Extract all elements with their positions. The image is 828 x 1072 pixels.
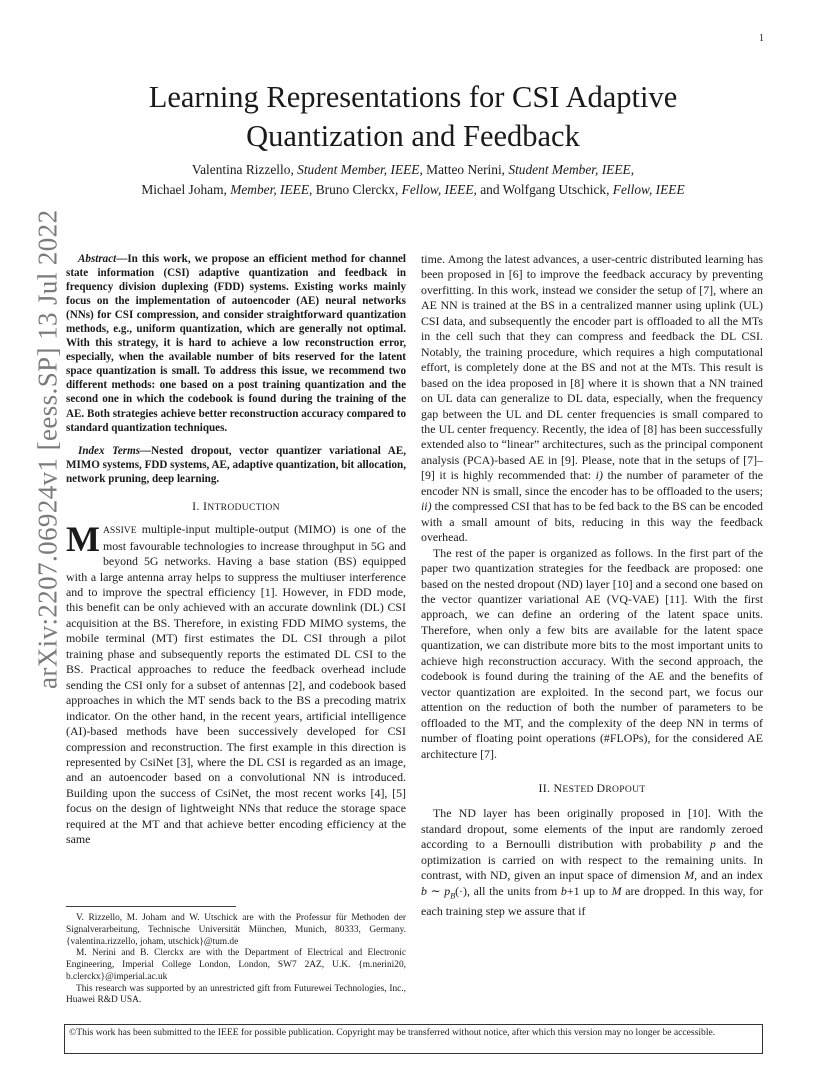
page-number: 1 xyxy=(759,33,764,44)
left-column xyxy=(66,252,406,848)
math-symbol: M xyxy=(611,883,622,898)
index-terms-text: —Nested dropout, vector quantizer variational AE, MIMO systems, FDD systems, AE, adaptive quantization, bit allocation, network pruning, deep learning. xyxy=(66,444,406,485)
nested-dropout-paragraph xyxy=(421,806,763,919)
authors-line-1 xyxy=(62,160,764,180)
footnote-affiliation-1: V. Rizzello, M. Joham and W. Utschick are with the Professur für Methoden der Signalverarbeitung, Technische Universität München, Munich, 80333, Germany. {valentina.rizzello, joham, utschick}@tum.de xyxy=(66,913,406,947)
paragraph-text: time. Among the latest advances, a user-centric distributed learning has been proposed in [6] to improve the feedback accuracy by preventing overfitting. In this work, instead we consider the setup of [7], where an AE NN is trained at the BS in a centralized manner using uplink (UL) CSI data, and subsequently the encoder part is offloaded to all the MTs in the cell such that they can compress and feedback the DL CSI. Notably, the training procedure, which requires a high computational effort, is completely done at the BS and not at the MTs. This result is based on the idea proposed in [8] where it is shown that a NN trained on UL data can generalize to DL data, especially, when the frequency gap between the UL and DL center frequencies is small compared to the UL center frequency. Recently, the idea of [8] has been successfully extended also to “linear” architectures, such as the principal component analysis (PCA)-based AE in [9]. Please, note that in the setups of [7]–[9] it is highly recommended that: xyxy=(421,252,763,483)
author-name: , Matteo Nerini, xyxy=(419,162,509,177)
section-title-rest: ROPOUT xyxy=(605,783,646,795)
section-title-rest: ESTED xyxy=(562,783,597,795)
section-number: II. xyxy=(538,780,554,795)
intro-text: multiple-input multiple-output (MIMO) is one of the most favourable technologies to increase throughput in 5G and beyond 5G networks. Having a base station (BS) equipped with a large antenna array helps to suppress the multiuser interference and to improve the spectral efficiency [1]. However, in FDD mode, this benefit can be only achieved with an accurate downlink (DL) CSI acquisition at the BS. Therefore, in existing FDD MIMO systems, the mobile terminal (MT) first estimates the DL CSI through a pilot training phase and subsequently reports the estimated DL CSI to the BS. Practical approaches to reduce the feedback overhead include sending the CSI only for a subset of antennas [2], and codebook based approaches in which the MT sends back to the BS a precoding matrix indicator. On the other hand, in the recent years, artificial intelligence (AI)-based methods have been successively developed for CSI compression and reconstruction. The first example in this direction is represented by CsiNet [3], where the DL CSI is regarded as an image, and an autoencoder based on a convolutional NN is introduced. Building upon the success of CsiNet, the most recent works [4], [5] focus on the design of lightweight NNs that reduce the storage space required at the MT and that achieve better encoding efficiency at the same xyxy=(66,522,406,847)
section-initial: I xyxy=(202,498,208,513)
drop-cap: M xyxy=(66,519,100,560)
paragraph-text: are dropped. In this way, for each training step we assure that if xyxy=(421,883,763,918)
list-marker: i) xyxy=(595,468,603,483)
paragraph-text: The ND layer has been originally proposed in [10]. With the standard dropout, some elements of the input are randomly zeroed according to a Bernoulli distribution with probability xyxy=(421,806,763,852)
right-column xyxy=(421,252,763,919)
footnote-rule xyxy=(66,906,236,907)
author-separator: , xyxy=(630,162,635,177)
right-paragraph-2: The rest of the paper is organized as follows. In the first part of the paper two quantization strategies for the feedback are proposed: one based on the nested dropout (ND) layer [10] and a second one based on the vector quantizer variational AE (VQ-VAE) [11]. With the first approach, we can define an ordering of the latent space units. Therefore, when only a few bits are available for the latent space quantization, we can distribute more bits to the most important units to achieve high reconstruction accuracy. With the second approach, the codebook is found during the training of the AE and the benefits of vector quantization are exploited. In the second part, we focus our attention on the reduction of both the number of parameters to be offloaded to the MT, and the complexity of the deep NN in terms of number of floating point operations (#FLOPs), for the considered AE architecture [7]. xyxy=(421,545,763,761)
section-number: I. xyxy=(192,498,203,513)
section-heading-introduction xyxy=(66,499,406,515)
copyright-notice: ©This work has been submitted to the IEEE for possible publication. Copyright may be transferred without notice, after which this version may no longer be accessible. xyxy=(64,1024,763,1054)
author-membership: Student Member, IEEE xyxy=(297,162,420,177)
author-membership: Fellow, IEEE xyxy=(401,182,474,197)
paper-title xyxy=(62,78,764,156)
section-initial: N xyxy=(553,780,563,795)
author-name: , and Wolfgang Utschick, xyxy=(473,182,613,197)
index-terms-label: Index Terms xyxy=(78,444,141,457)
author-name: Michael Joham, xyxy=(141,182,231,197)
author-membership: Fellow, IEEE xyxy=(612,182,685,197)
section-heading-nested-dropout xyxy=(421,781,763,797)
footnote-affiliation-2: M. Nerini and B. Clerckx are with the Department of Electrical and Electronic Engineering, Imperial College London, London, SW7 2AZ, U.K. {m.nerini20, b.clerckx}@imperial.ac.uk xyxy=(66,948,406,982)
paragraph-text: (·), all the units from xyxy=(455,883,561,898)
author-list xyxy=(62,160,764,200)
authors-line-2 xyxy=(62,180,764,200)
math-symbol: M xyxy=(684,868,695,883)
paragraph-text: , and an index xyxy=(694,868,763,883)
right-paragraph-1 xyxy=(421,252,763,546)
arxiv-identifier: arXiv:2207.06924v1 [eess.SP] 13 Jul 2022 xyxy=(32,209,63,689)
title-line-2: Quantization and Feedback xyxy=(246,119,580,153)
paragraph-text: +1 up to xyxy=(566,883,612,898)
index-terms xyxy=(66,444,406,486)
author-name: Valentina Rizzello, xyxy=(191,162,298,177)
math-symbol: b xyxy=(560,883,567,898)
abstract-text: —In this work, we propose an efficient method for channel state information (CSI) adaptive quantization and feedback in frequency division duplexing (FDD) systems. Existing works mainly focus on the implementation of autoencoder (AE) neural networks (NNs) for CSI compression, and consider straightforward quantization methods, e.g., uniform quantization, which are generally not optimal. With this strategy, it is hard to achieve a low reconstruction error, especially, when the available number of bits reserved for the latent space quantization is small. To address this issue, we recommend two different methods: one based on a post training quantization and the second one in which the codebook is found during the training of the AE. Both strategies achieve better reconstruction accuracy compared to standard quantization techniques. xyxy=(66,253,406,434)
abstract-label: Abstract xyxy=(78,253,117,265)
footnotes xyxy=(66,913,406,1007)
intro-smallcaps: ASSIVE xyxy=(102,525,137,537)
section-initial: D xyxy=(596,780,606,795)
author-membership: Student Member, IEEE xyxy=(508,162,631,177)
footnote-funding: This research was supported by an unrestricted gift from Futurewei Technologies, Inc., Huawei R&D USA. xyxy=(66,983,406,1006)
section-title-rest: NTRODUCTION xyxy=(207,501,280,513)
paragraph-text: and the optimization is carried on with respect to the remaining units. In contrast, with ND, given an input space of dimension xyxy=(421,837,764,883)
math-symbol: b ∼ p xyxy=(421,883,451,898)
author-membership: Member, IEEE xyxy=(230,182,310,197)
math-subscript: B xyxy=(450,891,456,901)
abstract xyxy=(66,252,406,435)
paragraph-text: the number of parameter of the encoder NN is small, since the encoder has to be offloaded to the users; xyxy=(421,468,763,498)
author-name: , Bruno Clerckx, xyxy=(309,182,402,197)
list-marker: ii) xyxy=(421,499,432,514)
title-line-1: Learning Representations for CSI Adaptive xyxy=(148,80,678,114)
paragraph-text: the compressed CSI that has to be fed back to the BS can be encoded with a small amount of bits, reducing in this way the feedback overhead. xyxy=(421,499,763,545)
intro-paragraph xyxy=(66,519,406,848)
math-symbol: p xyxy=(709,837,716,852)
